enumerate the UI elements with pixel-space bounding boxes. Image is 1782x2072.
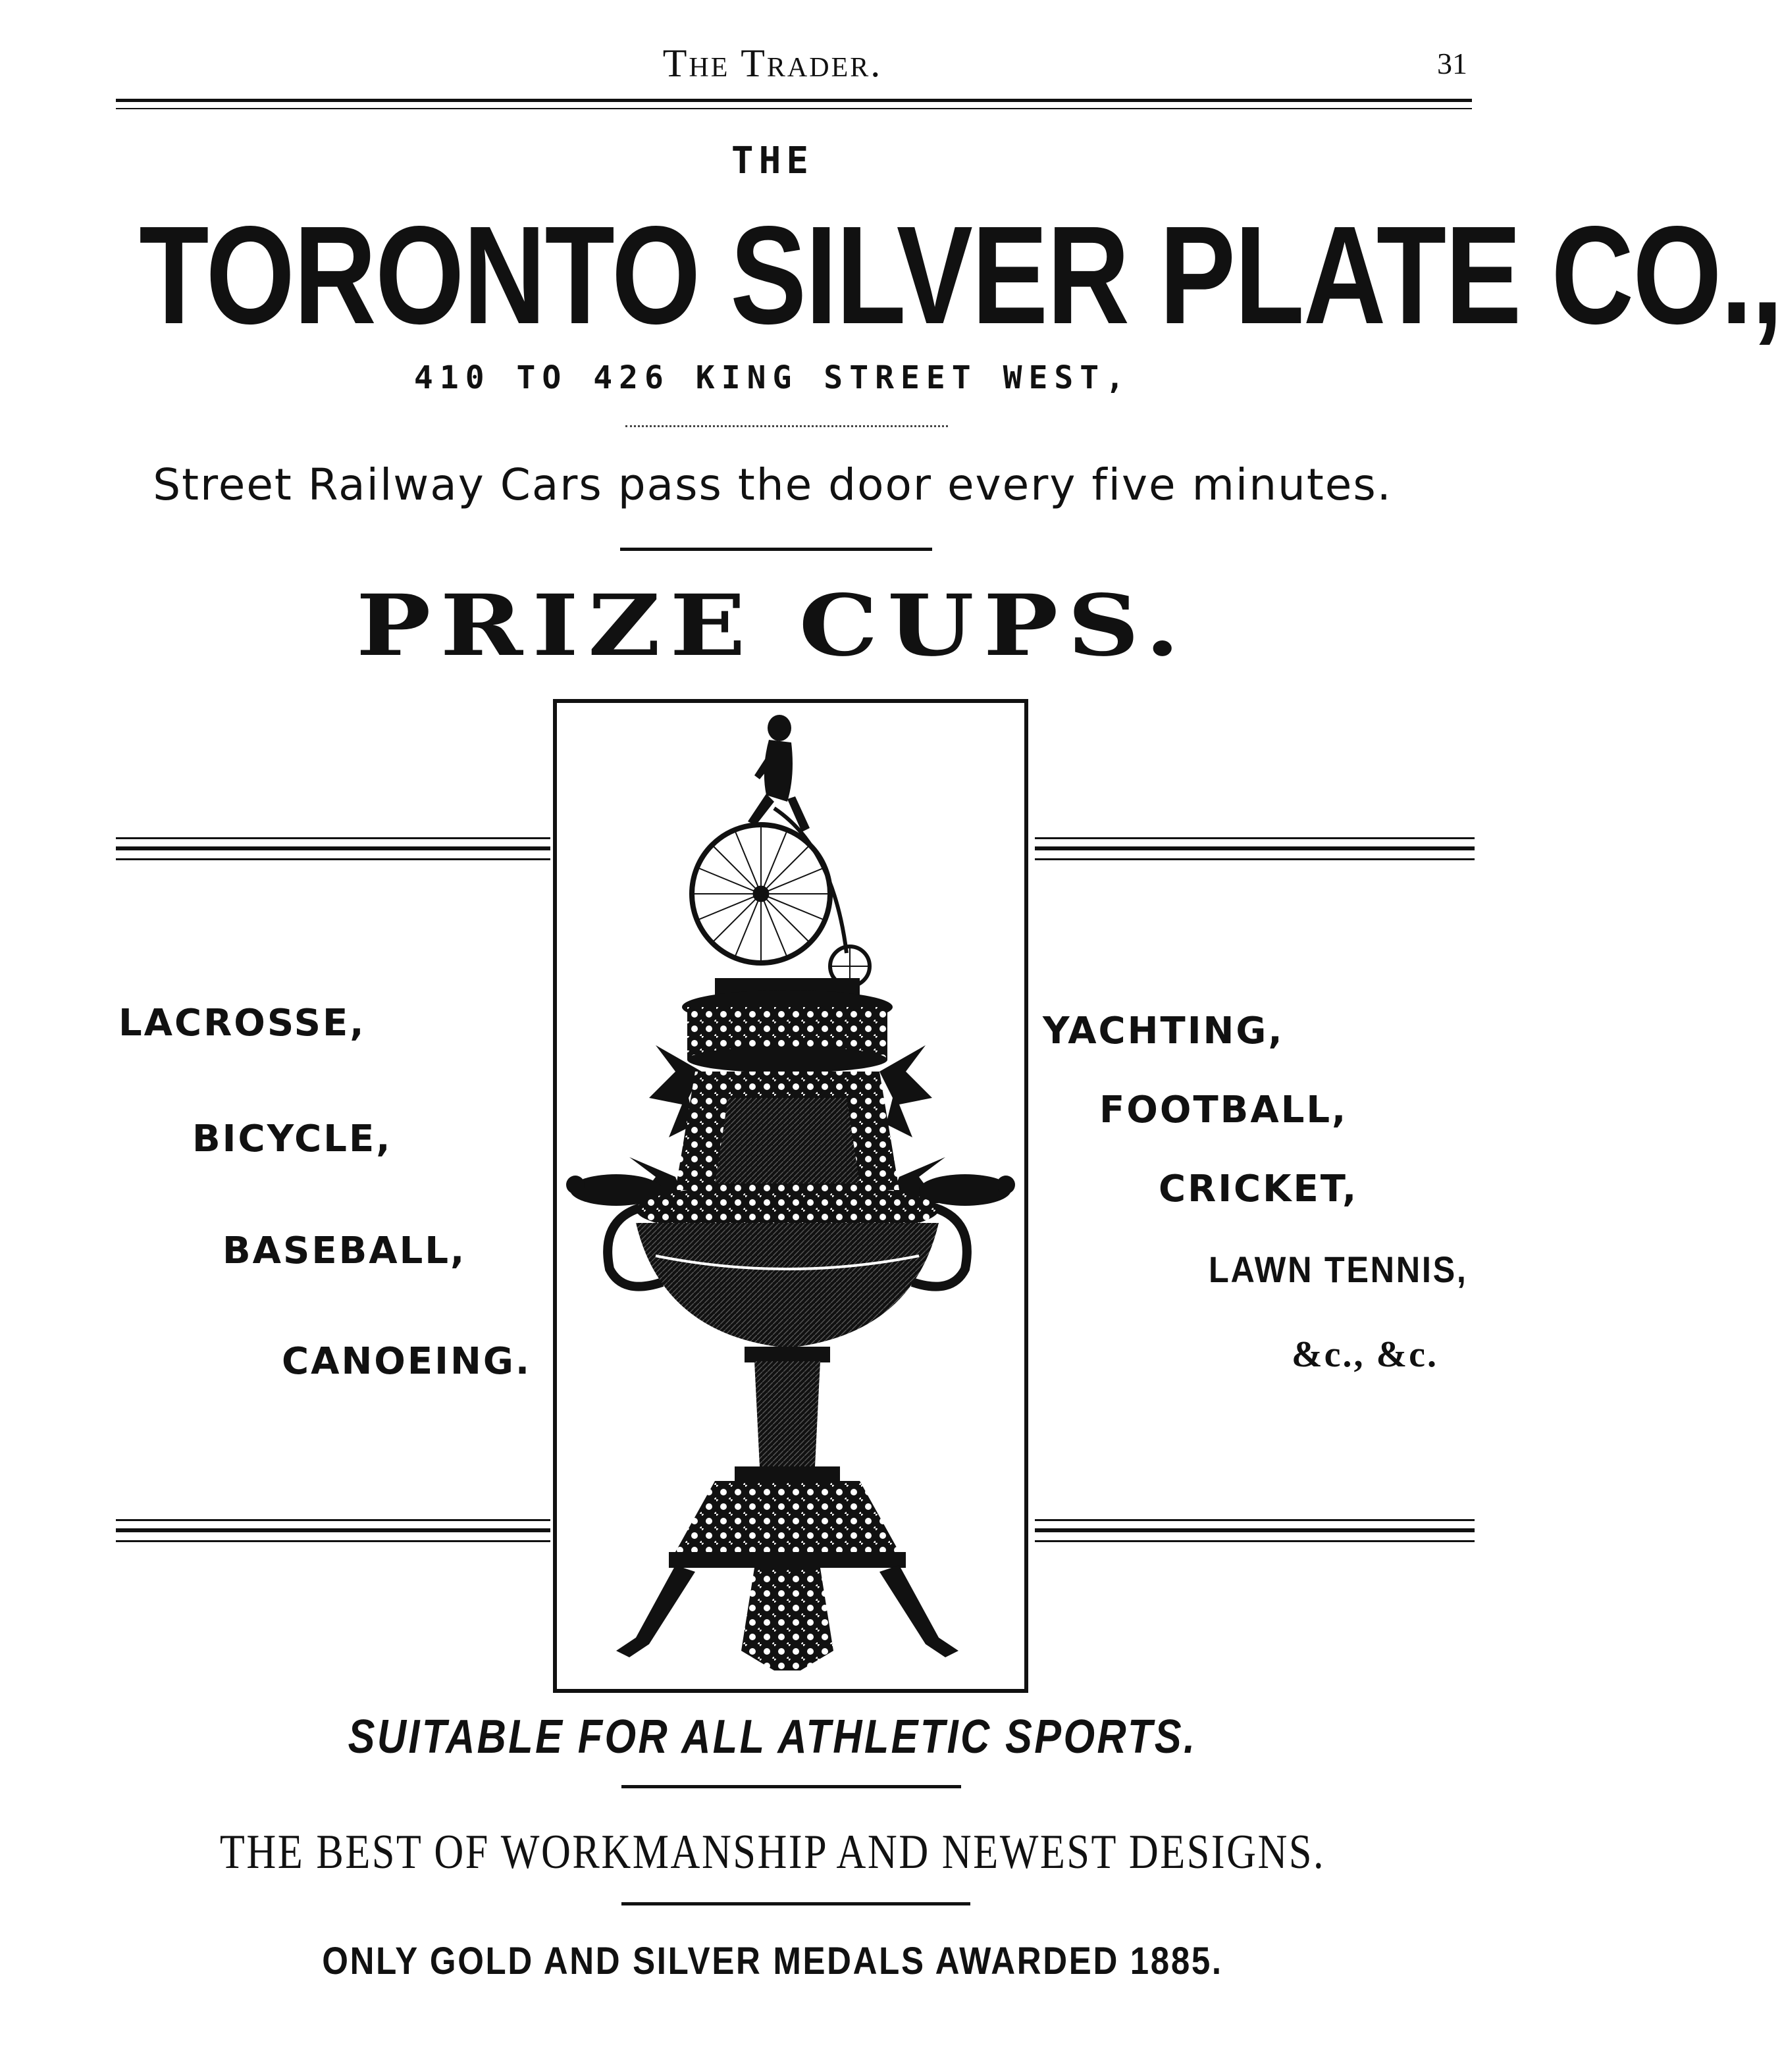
footer-rule-2 xyxy=(621,1902,970,1905)
sport-bicycle: BICYCLE, xyxy=(192,1118,392,1160)
prize-cups-headline: PRIZE CUPS. xyxy=(355,577,1190,675)
sport-lawn-tennis: LAWN TENNIS, xyxy=(1209,1249,1468,1290)
prize-cup-icon xyxy=(557,703,1024,1689)
footer-rule-1 xyxy=(621,1785,961,1788)
page-number: 31 xyxy=(1437,47,1467,80)
sport-etc: &c., &c. xyxy=(1292,1334,1439,1375)
medals-line: ONLY GOLD AND SILVER MEDALS AWARDED 1885. xyxy=(322,1940,1223,1982)
sport-cricket: CRICKET, xyxy=(1159,1168,1359,1210)
sport-lacrosse: LACROSSE, xyxy=(118,1002,366,1045)
workmanship-line: THE BEST OF WORKMANSHIP AND NEWEST DESIGNS. xyxy=(219,1825,1326,1879)
running-head: The Trader. xyxy=(662,41,883,85)
sport-yachting: YACHTING, xyxy=(1043,1010,1284,1052)
suitable-line: SUITABLE FOR ALL ATHLETIC SPORTS. xyxy=(348,1711,1197,1763)
railway-note: Street Railway Cars pass the door every five minutes. xyxy=(153,459,1392,510)
address-ornament xyxy=(625,420,948,427)
sport-baseball: BASEBALL, xyxy=(223,1230,467,1272)
header-rule xyxy=(116,99,1472,102)
header-rule-thin xyxy=(116,108,1472,109)
prize-cup-illustration xyxy=(553,699,1028,1693)
short-rule xyxy=(620,548,932,551)
sport-canoeing: CANOEING. xyxy=(282,1340,532,1383)
sport-football: FOOTBALL, xyxy=(1099,1089,1348,1131)
address: 410 TO 426 KING STREET WEST, xyxy=(413,359,1132,396)
company-name: TORONTO SILVER PLATE CO., xyxy=(139,197,1782,353)
the-label: THE xyxy=(731,140,814,182)
